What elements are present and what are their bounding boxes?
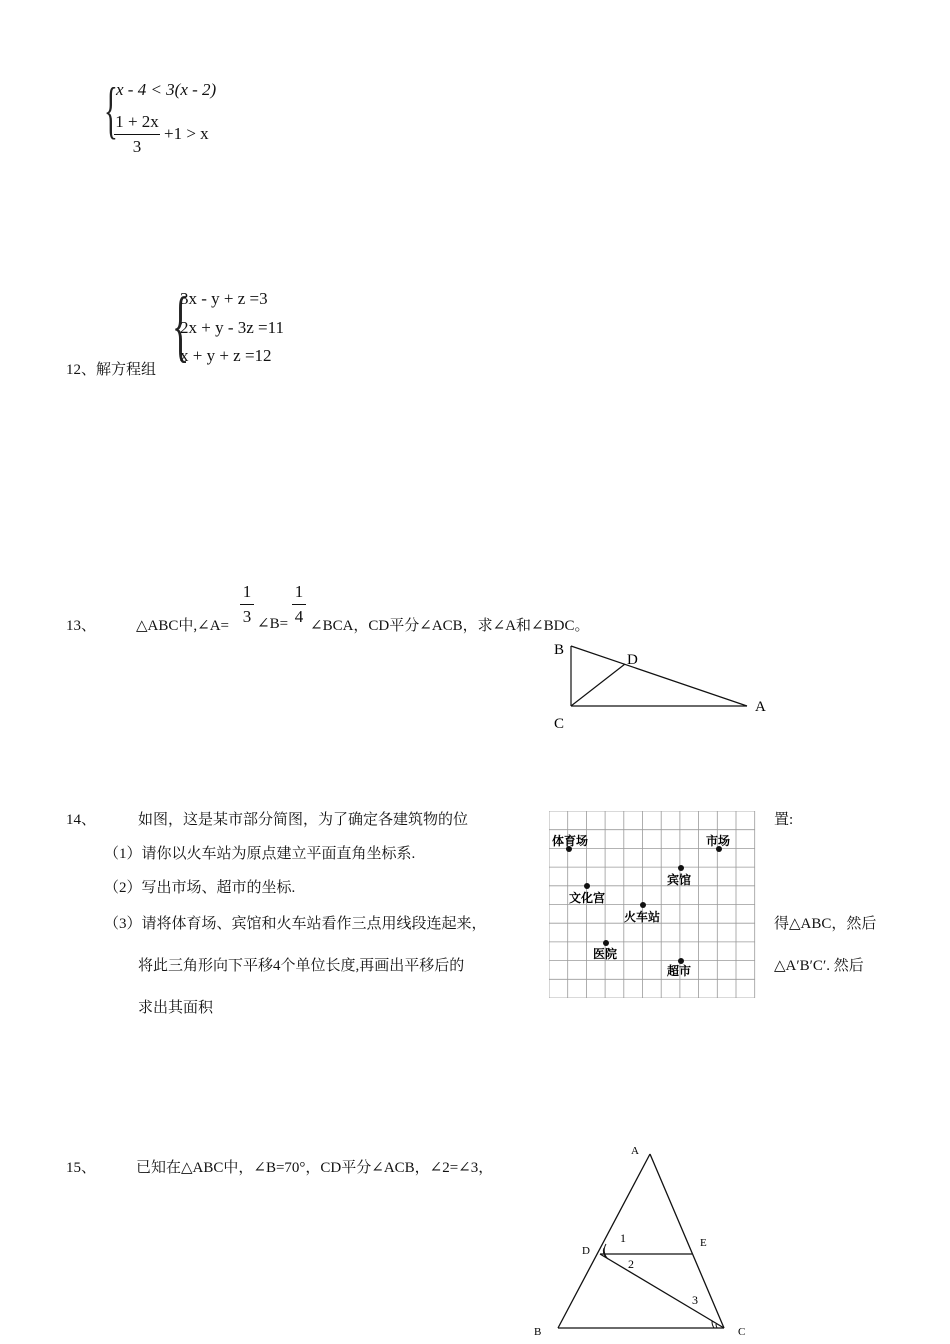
question-14-part-2: （2）写出市场、超市的坐标. (104, 880, 296, 896)
fraction-numerator: 1 (294, 582, 304, 601)
train-station-label: 火车站 (624, 910, 661, 924)
question-12-label: 12、解方程组 (66, 362, 157, 378)
label-c: C (738, 1326, 746, 1338)
inequality-2-fraction (114, 112, 160, 157)
question-13-text-a: △ABC中,∠A= (136, 618, 229, 634)
question-14-part-3: （3）请将体育场、宾馆和火车站看作三点用线段连起来， (104, 916, 487, 932)
hospital-label: 医院 (593, 947, 618, 961)
fraction-denominator: 3 (132, 137, 142, 156)
fraction-bar (240, 604, 254, 605)
label-e: E (700, 1237, 707, 1249)
hotel-label: 宾馆 (667, 873, 692, 887)
question-14-part-5: 求出其面积 (138, 1000, 214, 1016)
label-d: D (582, 1245, 590, 1257)
angle-label-3: 3 (692, 1293, 698, 1307)
question-14-number: 14、 (66, 812, 97, 828)
segment-dc (600, 1254, 724, 1328)
question-13-text-b: ∠B= (257, 616, 289, 632)
left-brace: { (104, 74, 118, 145)
triangle-abc-figure (545, 636, 775, 736)
fraction-one-third (240, 582, 254, 627)
fraction-numerator: 1 (242, 582, 252, 601)
train-station-point (640, 902, 646, 908)
segment-cd (571, 664, 625, 706)
question-14-part-3-end: 得△ABC，然后 (774, 916, 877, 932)
inequality-1: x - 4 < 3(x - 2) (116, 80, 217, 99)
angle-label-2: 2 (628, 1257, 634, 1271)
label-b: B (534, 1326, 542, 1338)
city-map-grid (549, 811, 757, 998)
fraction-numerator: 1 + 2x (115, 112, 159, 131)
label-c: C (554, 716, 565, 732)
fraction-denominator: 3 (242, 607, 252, 626)
stadium-label: 体育场 (552, 834, 589, 848)
inequality-2-rest: +1 > x (164, 124, 209, 143)
side-ba (571, 646, 747, 706)
question-13-number: 13、 (66, 618, 97, 634)
equation-2: 2x + y - 3z =11 (180, 318, 285, 337)
triangle-abc-bisector-figure (528, 1138, 758, 1338)
question-15-number: 15、 (66, 1160, 97, 1176)
fraction-bar (292, 604, 306, 605)
equation-1: 3x - y + z =3 (180, 289, 268, 308)
culture-palace-point (584, 883, 590, 889)
question-14-part-4: 将此三角形向下平移4个单位长度,再画出平移后的 (138, 958, 465, 974)
side-ac (650, 1154, 724, 1328)
fraction-bar (114, 134, 160, 135)
question-14-intro-end: 置: (774, 812, 794, 828)
question-15-text: 已知在△ABC中，∠B=70°，CD平分∠ACB，∠2=∠3， (136, 1160, 494, 1176)
angle-label-1: 1 (620, 1231, 626, 1245)
question-14-part-1: （1）请你以火车站为原点建立平面直角坐标系. (104, 846, 416, 862)
label-d: D (627, 652, 638, 668)
equation-3: x + y + z =12 (180, 346, 272, 365)
side-ab (558, 1154, 650, 1328)
label-b: B (554, 642, 565, 658)
supermarket-label: 超市 (667, 964, 692, 978)
culture-palace-label: 文化宫 (569, 891, 606, 905)
question-13-text-c: ∠BCA，CD平分∠ACB，求∠A和∠BDC。 (310, 618, 590, 634)
left-brace: { (172, 282, 190, 370)
label-a: A (755, 699, 766, 715)
question-14-intro: 如图，这是某市部分简图，为了确定各建筑物的位 (138, 812, 469, 828)
hospital-point (603, 940, 609, 946)
hotel-point (678, 865, 684, 871)
label-a: A (631, 1145, 639, 1157)
fraction-one-fourth (292, 582, 306, 627)
fraction-denominator: 4 (294, 607, 304, 626)
question-14-part-4-end: △A′B′C′. 然后 (774, 958, 864, 974)
market-label: 市场 (706, 834, 731, 848)
